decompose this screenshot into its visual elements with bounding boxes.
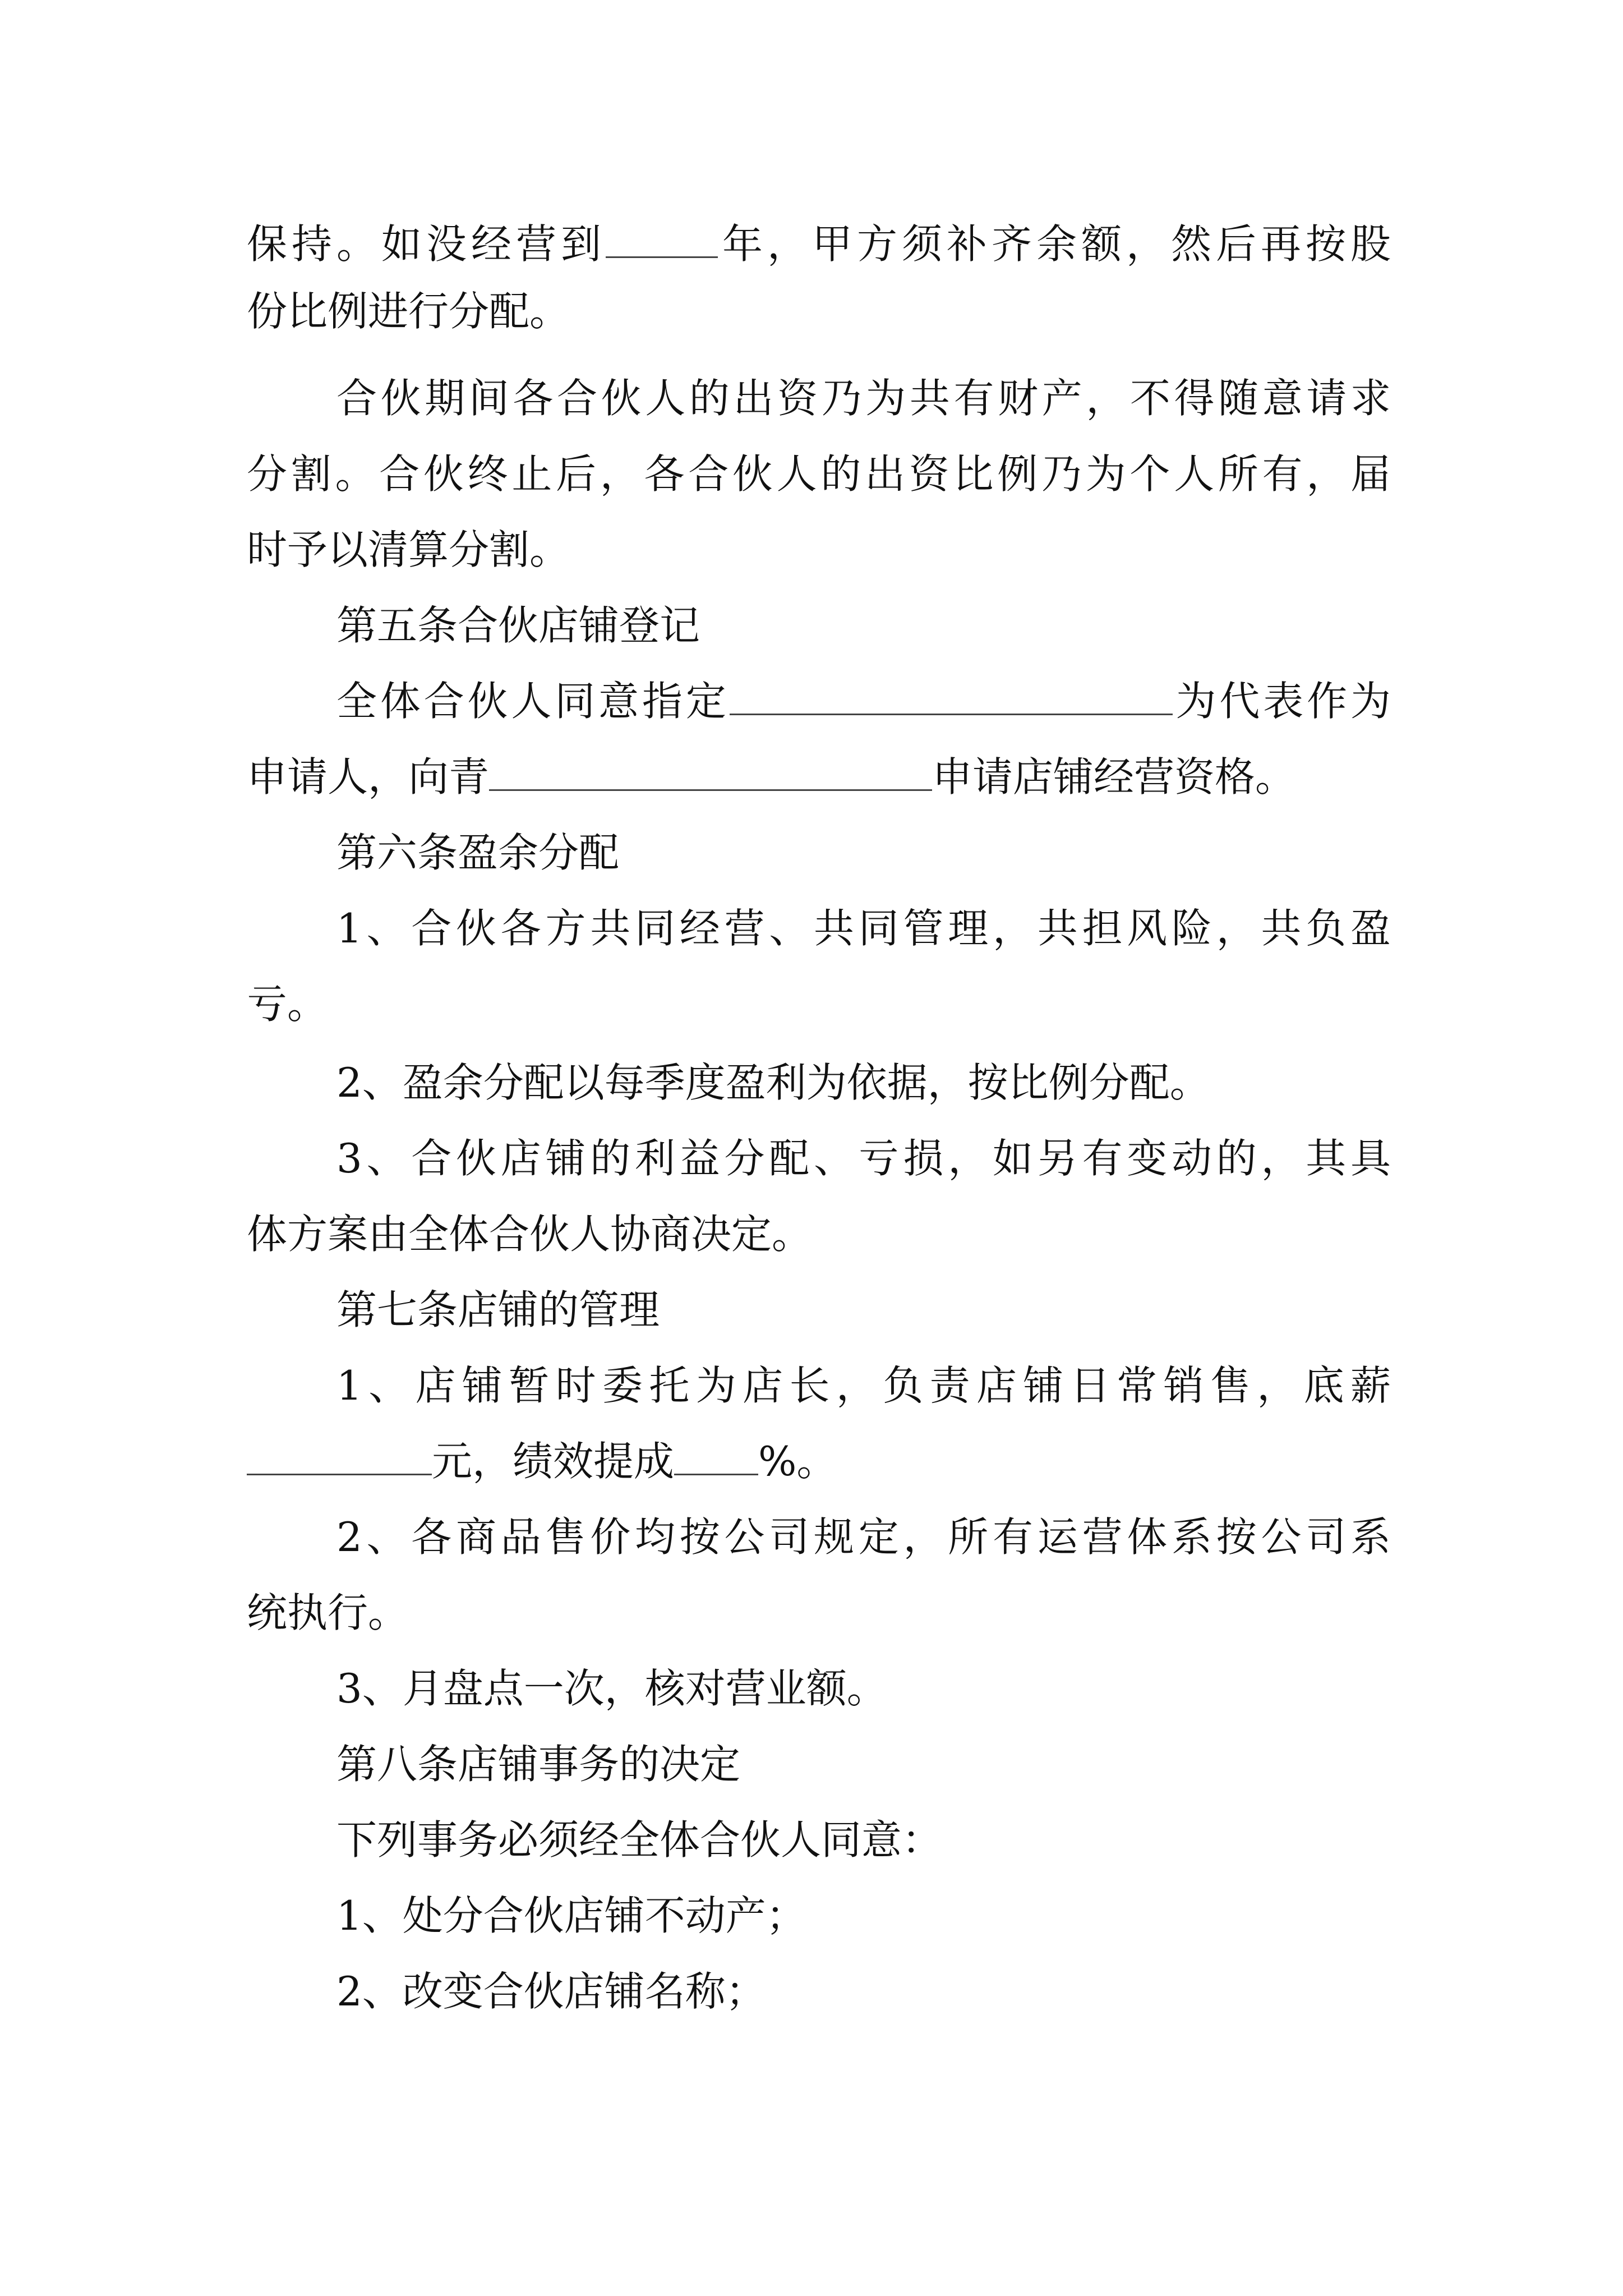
paragraph-line xyxy=(247,216,1391,272)
section-heading: 第六条盈余分配 xyxy=(336,829,620,876)
list-item: 2、改变合伙店铺名称； xyxy=(336,1968,766,2015)
paragraph-line: 时予以清算分割。 xyxy=(247,526,570,573)
section-heading: 第五条合伙店铺登记 xyxy=(336,602,700,649)
paragraph-line xyxy=(336,673,1391,729)
section-heading: 第七条店铺的管理 xyxy=(336,1286,660,1333)
line-text: 保持。如没经营到 xyxy=(247,220,606,268)
section-heading: 第八条店铺事务的决定 xyxy=(336,1741,741,1788)
paragraph-line: 2、各商品售价均按公司规定，所有运营体系按公司系 xyxy=(336,1513,1391,1561)
line-text: %。 xyxy=(758,1438,837,1485)
paragraph-line: 下列事务必须经全体合伙人同意： xyxy=(336,1816,943,1864)
paragraph-line: 3、合伙店铺的利益分配、亏损，如另有变动的，其具 xyxy=(336,1135,1391,1182)
fill-in-blank xyxy=(730,681,1173,715)
line-text: 申请人，向青 xyxy=(247,753,490,800)
paragraph-line: 体方案由全体合伙人协商决定。 xyxy=(247,1211,813,1258)
paragraph-line: 分割。合伙终止后，各合伙人的出资比例乃为个人所有，届 xyxy=(247,450,1391,498)
fill-in-blank xyxy=(674,1441,758,1475)
fill-in-blank xyxy=(489,757,932,791)
paragraph-line: 亏。 xyxy=(247,981,328,1028)
paragraph-line: 份比例进行分配。 xyxy=(247,288,570,335)
paragraph-line xyxy=(247,749,1391,805)
paragraph-line: 2、盈余分配以每季度盈利为依据，按比例分配。 xyxy=(336,1059,1210,1106)
paragraph-line: 统执行。 xyxy=(247,1589,409,1636)
line-text: 年，甲方须补齐余额，然后再按股 xyxy=(718,220,1391,268)
paragraph-line: 合伙期间各合伙人的出资乃为共有财产，不得随意请求 xyxy=(336,375,1391,422)
list-item: 1、处分合伙店铺不动产； xyxy=(336,1892,806,1939)
paragraph-line: 1、合伙各方共同经营、共同管理，共担风险，共负盈 xyxy=(336,905,1391,952)
line-text: 为代表作为 xyxy=(1172,678,1391,725)
paragraph-line: 1、店铺暂时委托为店长，负责店铺日常销售，底薪 xyxy=(336,1362,1391,1409)
fill-in-blank xyxy=(247,1441,432,1475)
paragraph-line xyxy=(247,1433,1391,1489)
line-text: 申请店铺经营资格。 xyxy=(932,753,1296,800)
paragraph-line: 3、月盘点一次，核对营业额。 xyxy=(336,1665,887,1712)
fill-in-blank xyxy=(606,224,718,258)
line-text: 全体合伙人同意指定 xyxy=(336,678,730,725)
line-text: 元，绩效提成 xyxy=(432,1438,675,1485)
